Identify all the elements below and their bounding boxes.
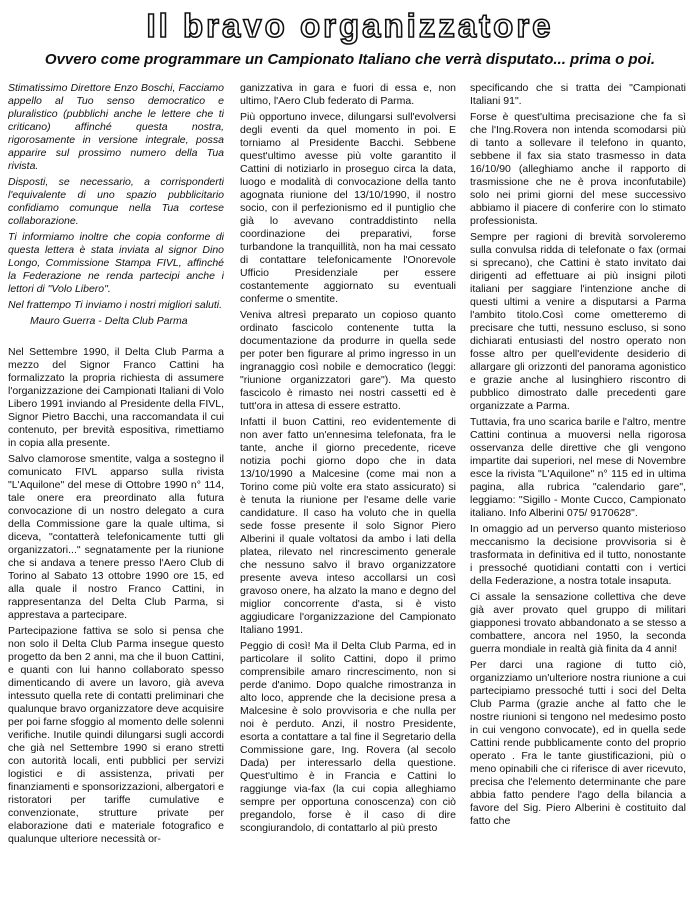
body-paragraph: Per darci una ragione di tutto ciò, organizziamo un'ulteriore nostra riunione a cui partecipiamo pressoché tutti i soci del Delta Club Parma (grazie anche al fatto che le nostre riunioni si tengono nel medesimo posto in cui vengono convocate), ed in quella sede Cattini rende pubblicamente conto del proprio operato . Fra le tante giustificazioni, più o meno opinabili che ci riferisce di aver ricevuto, precisa che l'elemento determinante che pare abbia fatto pendere l'ago della bilancia a favore del Sig. Piero Alberini è costituito dal fatto che [470,659,686,827]
spacer [8,336,224,346]
column-1 [8,82,224,918]
body-paragraph: In omaggio ad un perverso quanto misterioso meccanismo la decisione provvisoria si è trasformata in definitiva ed il tutto, nonostante i pressoché quotidiani contatti con i vertici della Federazione, a nostra totale insaputa. [470,523,686,587]
article-subtitle: Ovvero come programmare un Campionato Italiano che verrà disputato... prima o poi. [44,51,656,68]
body-paragraph: Tuttavia, fra uno scarica barile e l'altro, mentre Cattini continua a muoversi nella rigorosa osservanza delle direttive che gli vengono impartite dai superiori, nel mese di Novembre esce la rivista "L'Aquilone" n° 115 ed in ultima pagina, alla rubrica "calendario gare", leggiamo: "Sigillo - Monte Cucco, Campionato italiano. Info Alberini 075/ 9170628". [470,416,686,519]
article-title: Il bravo organizzatore [146,7,554,44]
body-paragraph: Veniva altresì preparato un copioso quanto ordinato fascicolo contenente tutta la documentazione da produrre in quella sede per poter ben figurare al primo ingresso in un ingranaggio così nobile e democratico (leggi: "riunione organizzatori gare"). Ma questo fascicolo è rimasto nei nostri cassetti ed è tutt'ora in attesa di essere estratto. [240,309,456,412]
column-2 [240,82,456,918]
body-paragraph: Infatti il buon Cattini, reo evidentemente di non aver fatto un'ennesima telefonata, fra le tante, anche il giorno precedente, riceve notizia pochi giorno dopo che in data 13/10/1990 a Malcesine (come mai non a Torino come più volte era stato assicurato) si è tenuta la riunione per l'esame delle varie candidature. Il caso ha voluto che in quella sede fosse presente il solo Signor Piero Alberini il quale voltatosi da ambo i lati della platea, rilevato nel rincrescimento generale che nessuno salvo il bravo organizzatore presente aveva inteso accollarsi un così gravoso onere, ha alzato la mano e degno del miglior concorrente d'asta, si è visto aggiudicare l'organizzazione del Campionato Italiano 1991. [240,416,456,636]
body-paragraph: Sempre per ragioni di brevità sorvoleremo sulla convulsa ridda di telefonate o fax (ormai si sprecano), che Cattini è stato invitato dai dirigenti ad effettuare ai più insigni piloti italiani per saggiare l'intenzione anche di questi ultimi a venire a disputarsi a Parma l'ambito titolo.Così come ometteremo di precisare che tutti, nessuno escluso, si sono dichiarati entusiasti del nostro operato non fosse altro per quell'evidente desiderio di allargare gli orizzonti del panorama agonistico e grazie anche al lusinghiero riscontro di pubblico dimostrato dalle precedenti gare organizzate a Parma. [470,231,686,412]
letter-paragraph: Disposti, se necessario, a corrisponderti l'equivalente di uno spazio pubblicitario confidiamo comunque nella Tua cortese collaborazione. [8,176,224,227]
letter-block [8,82,224,328]
body-paragraph: Partecipazione fattiva se solo si pensa che non solo il Delta Club Parma insegue questo progetto da ben 2 anni, ma che il buon Cattini, e quanti con lui hanno collaborato spesso dimenticando di avere un lavoro, già aveva intessuto quella rete di contatti preliminari che qualunque bravo organizzatore deve acquisire per poi farne sfoggio al momento delle solenni verifiche. Inutile quindi dilungarsi sugli accordi che già nel Settembre 1990 si erano stretti con autorità locali, enti pubblici per servizi logistici e di assistenza, privati per finanziamenti e sponsorizzazioni, albergatori e ristoratori per tariffe cumulative e convenzionate, strutture private per elaborazione dati e materiale fotografico e qualunque ulteriore necessità or- [8,625,224,845]
body-paragraph: Forse è quest'ultima precisazione che fa sì che l'Ing.Rovera non intenda scomodarsi più di tanto a sollevare il telefono in quanto, sebbene il fax sia stato trasmesso in data 16/10/90 (alleghiamo anche il rapporto di trasmissione che ne è prova inconfutabile) solo nei primi giorni del mese successivo abbiamo il piacere di conferire con lo stimato professionista. [470,111,686,227]
letter-paragraph: Nel frattempo Ti inviamo i nostri migliori saluti. [8,299,223,311]
body-paragraph: Nel Settembre 1990, il Delta Club Parma a mezzo del Signor Franco Cattini ha formalizzato la propria richiesta di assumere l'organizzazione dei Campionati Italiani di Volo Libero 1991 inviando al Presidente della FIVL, Signor Pietro Bacchi, una raccomandata il cui contenuto, per brevità espositiva, rimettiamo in copia alla presente. [8,346,224,449]
letter-paragraph: Ti informiamo inoltre che copia conforme di questa lettera è stata inviata al signor Dino Longo, Commissione Stampa FIVL, affinché la Federazione ne renda partecipi anche i lettori di "Volo Libero". [8,231,224,295]
body-paragraph: Peggio di così! Ma il Delta Club Parma, ed in particolare il solito Cattini, dopo il primo comprensibile amaro rincrescimento, non si perde d'animo. Dopo qualche rimostranza in alto loco, apprende che la decisione presa a Malcesine è solo provvisoria e che nulla per noi è perduto. Anzi, il nostro Presidente, esorta a contattare a tal fine il Segretario della Commissione gare, Ing. Rovera (al secolo Dada) per interessarlo della questione. Quest'ultimo è in Francia e Cattini lo raggiunge via-fax (la cui copia alleghiamo sempre per opportuna conoscenza) con ciò pregandolo, forse è il caso di dire scongiurandolo, di contattarlo al più presto [240,640,456,834]
letter-paragraph: Stimatissimo Direttore Enzo Boschi, Facciamo appello al Tuo senso democratico e pluralistico (pubblichi anche le lettere che ti criticano) affinché questa nostra, rigorosamente in versione integrale, possa apparire sul prossimo numero della Tua rivista. [8,82,224,172]
body-paragraph: Ci assale la sensazione collettiva che deve già aver provato quel gruppo di militari giapponesi trovato abbandonato a se stesso a combattere, ancora nel 1950, la seconda guerra mondiale in realtà già finita da 4 anni! [470,591,686,655]
letter-signature: Mauro Guerra - Delta Club Parma [30,315,188,327]
body-paragraph: Più opportuno invece, dilungarsi sull'evolversi degli eventi da quel momento in poi. E torniamo al Presidente Bacchi. Sebbene quest'ultimo avesse più volte garantito il Cattini di notiziarlo in proseguo circa la data, luogo e modalità di convocazione della tanto agognata riunione del 13/10/1990, il nostro socio, con il perfezionismo ed il puntiglio che già lo avevano contraddistinto nella coordinazione dei preparativi, forse turbandone la tranquillità, non ha mai cessato di contattare telefonicamente l'Onorevole Ufficio Presidenziale per essere costantemente aggiornato su eventuali conferme o smentite. [240,111,456,305]
column-3 [470,82,686,918]
body-paragraph: specificando che si tratta dei "Campionati Italiani 91". [470,82,686,107]
body-paragraph: ganizzativa in gara e fuori di essa e, non ultimo, l'Aero Club federato di Parma. [240,82,456,107]
body-paragraph: Salvo clamorose smentite, valga a sostegno il comunicato FIVL apparso sulla rivista "L'Aquilone" del mese di Ottobre 1990 n° 114, tale onere era preordinato alla futura convocazione di un nostro delegato a cura della Commissione gare la quale ultima, si diceva, "contatterà telefonicamente tutti gli organizzatori..." segnatamente per la riunione che si andava a tenere presso l'Aero Club di Torino al Sabato 13 ottobre 1990 ore 15, ed alla quale il nostro Franco Cattini, in rappresentanza del Delta Club Parma, si apprestava a partecipare. [8,453,224,621]
